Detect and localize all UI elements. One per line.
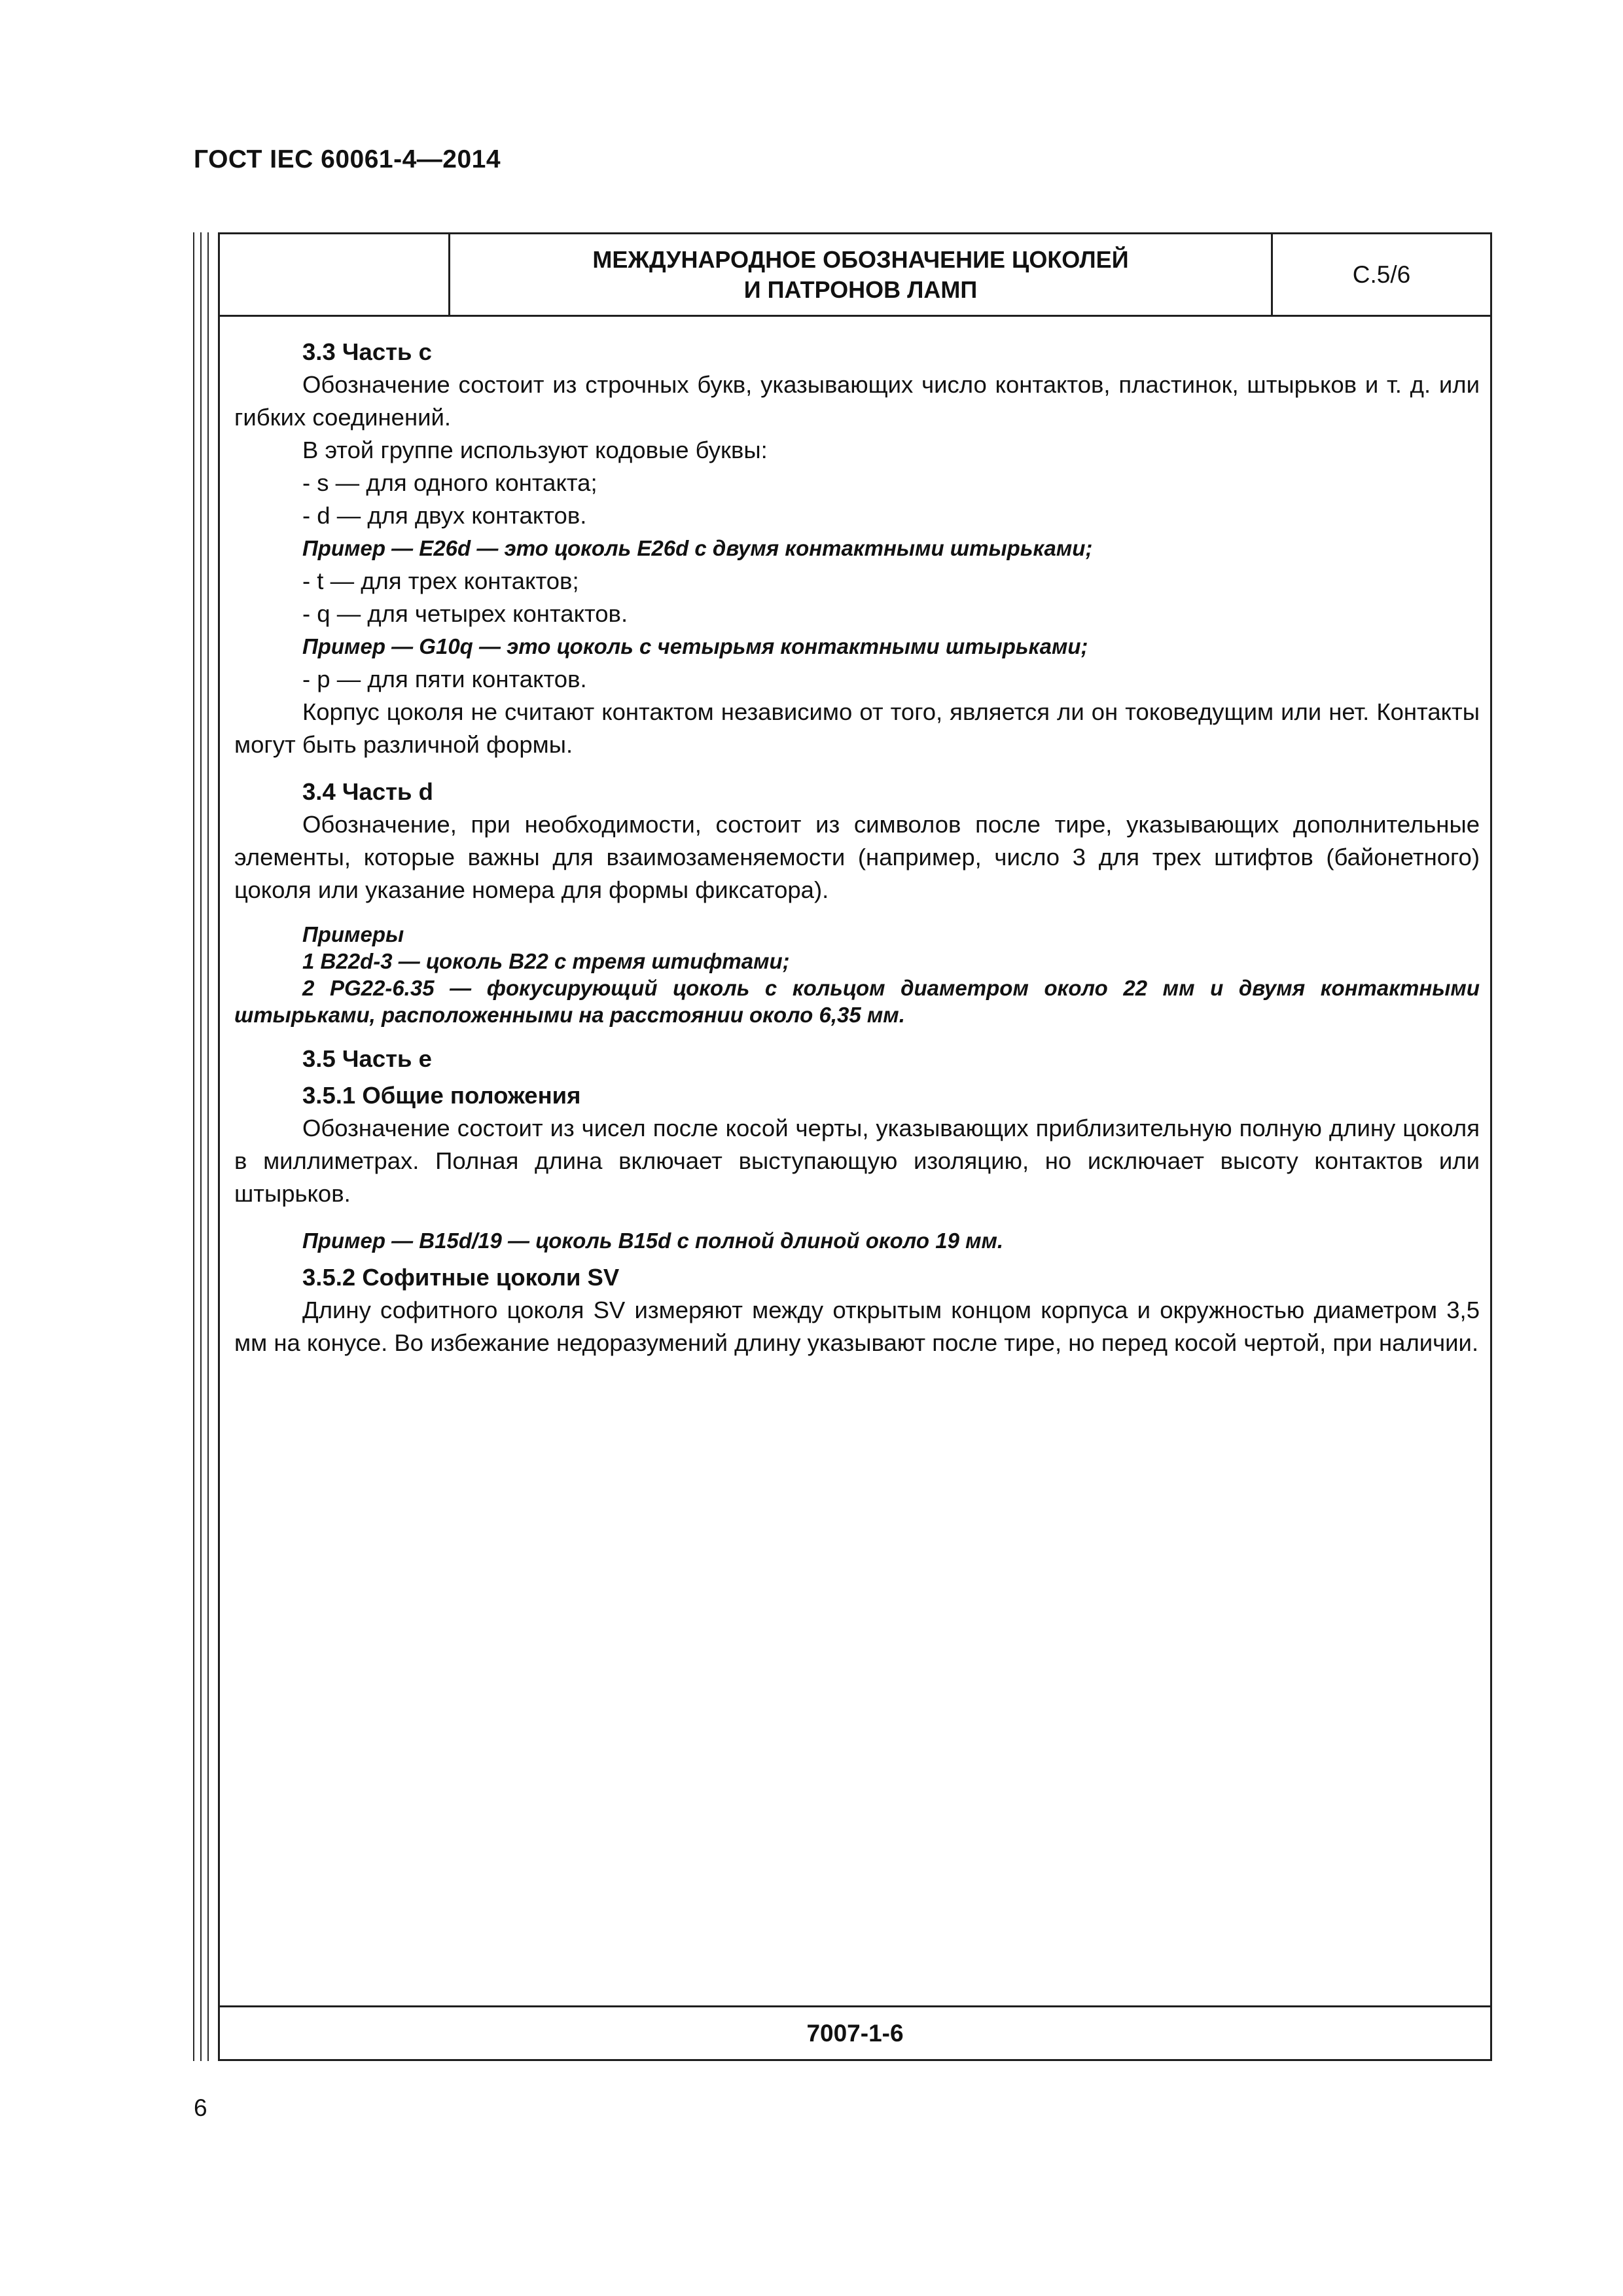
page-number: 6	[194, 2094, 207, 2121]
paragraph: В этой группе используют кодовые буквы:	[302, 437, 768, 463]
document-code: ГОСТ IEC 60061-4—2014	[194, 145, 501, 173]
paragraph: Корпус цоколя не считают контактом независимо от того, является ли он токоведущим или нет. Контакты могут быть различной формы.	[234, 698, 1480, 758]
sheet-header	[220, 234, 1490, 317]
paragraph: Длину софитного цоколя SV измеряют между открытым концом корпуса и окружностью диаметром 3,5 мм на конусе. Во избежание недоразумений длину указывают после тире, но перед косой чертой, при наличии.	[234, 1297, 1480, 1356]
sheet-frame	[218, 232, 1492, 2061]
section-3-5-2-heading: 3.5.2 Софитные цоколи SV	[302, 1264, 620, 1291]
section-3-3-heading: 3.3 Часть c	[302, 338, 432, 365]
example-item: 1 B22d-3 — цоколь B22 с тремя штифтами;	[302, 949, 790, 973]
sheet-ref: С.5/6	[1352, 260, 1411, 288]
binding-rule-1	[193, 232, 194, 2061]
example-item: 2 PG22-6.35 — фокусирующий цоколь с кольцом диаметром около 22 мм и двумя контактными штырьками, расположенными на расстоянии около 6,35 мм.	[234, 976, 1480, 1027]
header-empty-cell	[220, 234, 450, 315]
binding-rule-3	[207, 232, 209, 2061]
binding-rule-2	[200, 232, 202, 2061]
paragraph: Обозначение состоит из чисел после косой черты, указывающих приблизительную полную длину цоколя в миллиметрах. Полная длина включает выступающую изоляцию, но исключает высоту контактов или штырьков.	[234, 1115, 1480, 1207]
sheet-title-line1: МЕЖДУНАРОДНОЕ ОБОЗНАЧЕНИЕ ЦОКОЛЕЙ	[592, 245, 1129, 273]
list-item: - s — для одного контакта;	[302, 469, 597, 496]
sheet-body	[234, 336, 1480, 1359]
list-item: - p — для пяти контактов.	[302, 666, 587, 692]
paragraph: Обозначение, при необходимости, состоит из символов после тире, указывающих дополнительные элементы, которые важны для взаимозаменяемости (например, число 3 для трех штифтов (байонетного) цоколя или указание номера для формы фиксатора).	[234, 811, 1480, 903]
example-note: Пример — B15d/19 — цоколь B15d с полной длиной около 19 мм.	[302, 1229, 1004, 1253]
sheet-title	[450, 234, 1273, 315]
examples-title: Примеры	[302, 922, 404, 946]
example-note: Пример — E26d — это цоколь E26d с двумя контактными штырьками;	[302, 536, 1093, 560]
section-3-4-heading: 3.4 Часть d	[302, 778, 433, 805]
list-item: - t — для трех контактов;	[302, 567, 579, 594]
list-item: - d — для двух контактов.	[302, 502, 587, 529]
section-3-5-heading: 3.5 Часть e	[302, 1045, 432, 1072]
sheet-footer-code: 7007-1-6	[220, 2005, 1490, 2059]
example-note: Пример — G10q — это цоколь с четырьмя контактными штырьками;	[302, 634, 1088, 658]
sheet-title-line2: И ПАТРОНОВ ЛАМП	[743, 276, 978, 303]
section-3-5-1-heading: 3.5.1 Общие положения	[302, 1082, 581, 1109]
examples-block	[234, 921, 1480, 1028]
list-item: - q — для четырех контактов.	[302, 600, 628, 627]
paragraph: Обозначение состоит из строчных букв, указывающих число контактов, пластинок, штырьков и т. д. или гибких соединений.	[234, 371, 1480, 431]
